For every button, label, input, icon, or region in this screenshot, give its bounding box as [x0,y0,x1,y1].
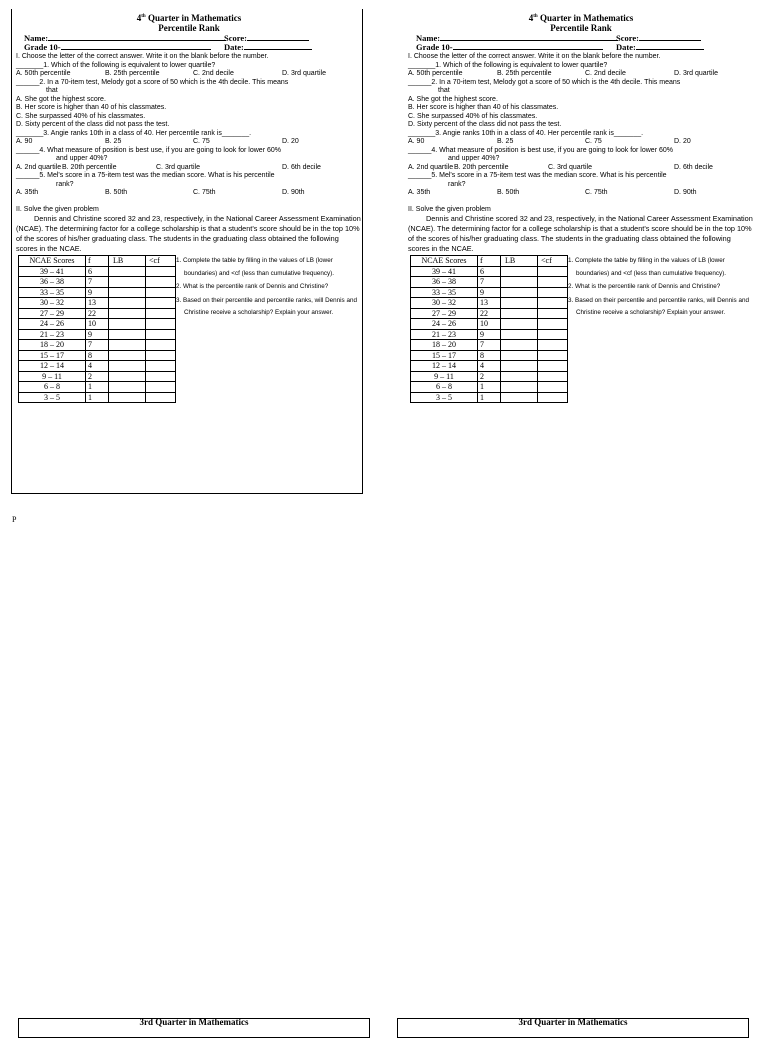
table-row [411,319,568,330]
choice-d: D. 6th decile [674,163,713,171]
header-cf: <cf [538,256,568,267]
frequency-cell: 1 [478,382,501,393]
frequency-cell: 1 [86,392,109,403]
table-header-row [411,256,568,267]
worksheet-subtitle: Percentile Rank [158,23,220,33]
frequency-cell: 7 [86,277,109,288]
score-cell: 33 – 35 [411,287,478,298]
worksheet-left [11,9,363,494]
table-row [411,361,568,372]
ncae-table [410,255,568,403]
worksheet-right [404,9,756,494]
header-f: f [86,256,109,267]
lb-cell [109,319,146,330]
bottom-worksheet-left [18,1018,370,1038]
cf-cell [538,371,568,382]
lb-cell [501,319,538,330]
worksheet-subtitle: Percentile Rank [550,23,612,33]
score-cell: 36 – 38 [19,277,86,288]
cf-cell [146,266,176,277]
worksheet-content [16,12,362,425]
choice-b: B. 20th percentile [62,163,117,171]
lb-cell [109,277,146,288]
choice-c: C. 75th [193,189,216,196]
score-cell: 24 – 26 [411,319,478,330]
score-cell: 21 – 23 [411,329,478,340]
task-1: 1. Complete the table by filling in the values of LB (lower boundaries) and <cf (less than cumulative frequency). [568,257,726,277]
cf-cell [146,319,176,330]
frequency-cell: 6 [478,266,501,277]
table-row [19,287,176,298]
cf-cell [538,382,568,393]
question-5: ______5. Mel's score in a 75-item test was the median score. What is his percentile [408,172,667,179]
question-1-choices [408,70,754,79]
choice-a: A. 50th percentile [408,70,463,77]
score-cell: 15 – 17 [19,350,86,361]
task-1: 1. Complete the table by filling in the values of LB (lower boundaries) and <cf (less than cumulative frequency). [176,257,334,277]
question-4-choices [408,164,754,173]
score-cell: 27 – 29 [411,308,478,319]
instructions: I. Choose the letter of the correct answer. Write it on the blank before the number. [408,53,661,60]
table-row [19,382,176,393]
bottom-title-right: 3rd Quarter in Mathematics [518,1017,628,1027]
frequency-cell: 8 [86,350,109,361]
student-fields [16,33,362,53]
table-row [19,298,176,309]
lb-cell [109,361,146,372]
worksheet-content [408,12,754,425]
frequency-cell: 7 [86,340,109,351]
choice-b: B. 25th percentile [105,70,160,77]
cf-cell [538,319,568,330]
table-row [411,371,568,382]
lb-cell [501,361,538,372]
table-row [411,350,568,361]
lb-cell [501,287,538,298]
choice-c: C. 75 [585,138,602,145]
choice-d: D. 90th [282,189,305,196]
frequency-cell: 9 [86,329,109,340]
worksheet-title: 4th Quarter in Mathematics [528,13,634,23]
choice-c: C. 3rd quartile [548,163,592,171]
cf-cell [538,392,568,403]
choice-b: B. 25 [497,138,514,145]
choice-a: A. 2nd quartile [16,163,62,171]
choice-b: B. 50th [497,189,520,196]
table-row [19,350,176,361]
question-5-cont: rank? [56,180,74,188]
choice-d: D. 3rd quartile [282,70,326,77]
header-lb: LB [501,256,538,267]
choice-b: B. 50th [105,189,128,196]
score-cell: 18 – 20 [19,340,86,351]
question-4: ______4. What measure of position is best use, if you are going to look for lower 60% [16,146,281,154]
choice-c: C. 75th [585,189,608,196]
date-field: Date: [616,42,704,52]
frequency-cell: 7 [478,340,501,351]
student-fields [408,33,754,53]
task-2: 2. What is the percentile rank of Dennis and Christine? [176,283,329,290]
score-cell: 15 – 17 [411,350,478,361]
score-cell: 18 – 20 [411,340,478,351]
header-f: f [478,256,501,267]
choice-d: D. 20 [674,138,691,145]
cf-cell [538,308,568,319]
problem-body [408,255,754,425]
task-3: 3. Based on their percentile and percentile ranks, will Dennis and Christine receive a scholarship? Explain your answer. [568,296,749,316]
question-3-choices [408,138,754,147]
lb-cell [109,266,146,277]
frequency-cell: 8 [478,350,501,361]
bottom-worksheet-right [397,1018,749,1038]
question-2-choice-d: D. Sixty percent of the class did not pass the test. [408,121,562,128]
score-cell: 24 – 26 [19,319,86,330]
question-2-cont: that [46,87,58,94]
section-2-heading: II. Solve the given problem [16,205,99,213]
lb-cell [501,340,538,351]
name-field: Name: [24,33,226,43]
question-1: _______1. Which of the following is equivalent to lower quartile? [16,61,216,69]
table-row [411,287,568,298]
table-row [19,371,176,382]
frequency-cell: 1 [478,392,501,403]
table-row [411,382,568,393]
question-1-choices [16,70,362,79]
task-list [568,255,758,321]
cf-cell [146,350,176,361]
table-row [411,277,568,288]
worksheet-title: 4th Quarter in Mathematics [136,13,242,23]
header-ncae-scores: NCAE Scores [19,256,86,267]
frequency-cell: 22 [86,308,109,319]
question-2-choice-a: A. She got the highest score. [408,95,498,103]
lb-cell [109,287,146,298]
instructions: I. Choose the letter of the correct answer. Write it on the blank before the number. [16,53,269,60]
score-cell: 36 – 38 [411,277,478,288]
table-header-row [19,256,176,267]
cf-cell [146,298,176,309]
frequency-cell: 9 [478,287,501,298]
choice-c: C. 75 [193,138,210,145]
frequency-cell: 2 [478,371,501,382]
cf-cell [146,392,176,403]
page-mark: P [12,515,17,524]
table-row [411,329,568,340]
question-3: _______3. Angie ranks 10th in a class of 40. Her percentile rank is_______. [408,129,644,137]
choice-a: A. 50th percentile [16,70,71,77]
score-cell: 21 – 23 [19,329,86,340]
choice-a: A. 35th [16,189,39,196]
score-cell: 6 – 8 [19,382,86,393]
cf-cell [146,371,176,382]
task-list [176,255,366,321]
date-field: Date: [224,42,312,52]
choice-d: D. 6th decile [282,163,321,171]
frequency-cell: 22 [478,308,501,319]
score-cell: 9 – 11 [19,371,86,382]
choice-b: B. 20th percentile [454,163,509,171]
score-cell: 39 – 41 [19,266,86,277]
header-ncae-scores: NCAE Scores [411,256,478,267]
name-field: Name: [416,33,618,43]
problem-body [16,255,362,425]
lb-cell [501,350,538,361]
score-cell: 30 – 32 [411,298,478,309]
table-row [411,298,568,309]
question-5-cont: rank? [448,180,466,188]
header-cf: <cf [146,256,176,267]
cf-cell [146,277,176,288]
cf-cell [538,277,568,288]
lb-cell [109,371,146,382]
question-2-choice-c: C. She surpassed 40% of his classmates. [16,112,146,120]
cf-cell [146,329,176,340]
question-4-cont: and upper 40%? [56,155,108,162]
lb-cell [109,308,146,319]
question-2: ______2. In a 70-item test, Melody got a score of 50 which is the 4th decile. This means [408,78,681,86]
question-3: _______3. Angie ranks 10th in a class of 40. Her percentile rank is_______. [16,129,252,137]
question-5-choices [408,189,754,198]
table-row [19,266,176,277]
table-row [411,340,568,351]
score-cell: 3 – 5 [411,392,478,403]
frequency-cell: 13 [478,298,501,309]
task-2: 2. What is the percentile rank of Dennis and Christine? [568,283,721,290]
lb-cell [501,371,538,382]
frequency-cell: 10 [86,319,109,330]
cf-cell [146,382,176,393]
cf-cell [538,287,568,298]
lb-cell [501,266,538,277]
choice-b: B. 25 [105,138,122,145]
score-field: Score: [616,33,701,43]
bottom-title-left: 3rd Quarter in Mathematics [139,1017,249,1027]
frequency-cell: 10 [478,319,501,330]
grade-field: Grade 10- [416,42,603,52]
ncae-table [18,255,176,403]
question-4-choices [16,164,362,173]
question-2-choice-d: D. Sixty percent of the class did not pass the test. [16,121,170,128]
table-row [19,319,176,330]
choice-a: A. 2nd quartile [408,163,454,171]
score-cell: 9 – 11 [411,371,478,382]
score-cell: 27 – 29 [19,308,86,319]
cf-cell [538,329,568,340]
question-2-choice-b: B. Her score is higher than 40 of his classmates. [408,104,559,111]
problem-text: Dennis and Christine scored 32 and 23, respectively, in the National Career Assessment Examination (NCAE). The determining factor for a college scholarship is that a student's score should be in the top 10% of the scores of his/her graduating class. The students in the graduating class obtained the following scores in the NCAE. [16,214,361,253]
cf-cell [146,361,176,372]
cf-cell [538,350,568,361]
lb-cell [109,382,146,393]
frequency-cell: 9 [478,329,501,340]
frequency-cell: 4 [478,361,501,372]
question-5-choices [16,189,362,198]
frequency-cell: 1 [86,382,109,393]
problem-text: Dennis and Christine scored 32 and 23, respectively, in the National Career Assessment Examination (NCAE). The determining factor for a college scholarship is that a student's score should be in the top 10% of the scores of his/her graduating class. The students in the graduating class obtained the following scores in the NCAE. [408,214,753,253]
choice-d: D. 3rd quartile [674,70,718,77]
lb-cell [109,392,146,403]
table-row [19,340,176,351]
question-4: ______4. What measure of position is best use, if you are going to look for lower 60% [408,146,673,154]
choice-a: A. 90 [408,138,425,145]
question-2-choice-a: A. She got the highest score. [16,95,106,103]
cf-cell [146,287,176,298]
cf-cell [146,340,176,351]
score-cell: 12 – 14 [19,361,86,372]
question-2: ______2. In a 70-item test, Melody got a score of 50 which is the 4th decile. This means [16,78,289,86]
score-cell: 39 – 41 [411,266,478,277]
lb-cell [501,329,538,340]
score-cell: 6 – 8 [411,382,478,393]
score-cell: 3 – 5 [19,392,86,403]
score-cell: 12 – 14 [411,361,478,372]
frequency-cell: 9 [86,287,109,298]
lb-cell [109,298,146,309]
frequency-cell: 13 [86,298,109,309]
cf-cell [538,361,568,372]
table-row [19,392,176,403]
table-row [411,308,568,319]
choice-a: A. 90 [16,138,33,145]
score-cell: 30 – 32 [19,298,86,309]
lb-cell [501,277,538,288]
table-row [411,392,568,403]
frequency-cell: 6 [86,266,109,277]
lb-cell [109,350,146,361]
lb-cell [501,382,538,393]
table-row [19,277,176,288]
choice-c: C. 3rd quartile [156,163,200,171]
cf-cell [146,308,176,319]
question-2-choice-b: B. Her score is higher than 40 of his classmates. [16,104,167,111]
choice-b: B. 25th percentile [497,70,552,77]
table-row [19,308,176,319]
question-2-cont: that [438,87,450,94]
frequency-cell: 7 [478,277,501,288]
header-lb: LB [109,256,146,267]
choice-a: A. 35th [408,189,431,196]
question-5: ______5. Mel's score in a 75-item test was the median score. What is his percentile [16,172,275,179]
question-2-choice-c: C. She surpassed 40% of his classmates. [408,112,538,120]
choice-d: D. 20 [282,138,299,145]
score-field: Score: [224,33,309,43]
choice-c: C. 2nd decile [193,70,234,77]
score-cell: 33 – 35 [19,287,86,298]
choice-d: D. 90th [674,189,697,196]
cf-cell [538,266,568,277]
lb-cell [501,392,538,403]
task-3: 3. Based on their percentile and percentile ranks, will Dennis and Christine receive a scholarship? Explain your answer. [176,296,357,316]
frequency-cell: 2 [86,371,109,382]
question-3-choices [16,138,362,147]
table-row [411,266,568,277]
section-2-heading: II. Solve the given problem [408,205,491,213]
lb-cell [109,329,146,340]
question-4-cont: and upper 40%? [448,155,500,162]
table-row [19,361,176,372]
lb-cell [109,340,146,351]
cf-cell [538,298,568,309]
frequency-cell: 4 [86,361,109,372]
lb-cell [501,308,538,319]
question-1: _______1. Which of the following is equivalent to lower quartile? [408,61,608,69]
choice-c: C. 2nd decile [585,70,626,77]
grade-field: Grade 10- [24,42,211,52]
table-row [19,329,176,340]
cf-cell [538,340,568,351]
lb-cell [501,298,538,309]
